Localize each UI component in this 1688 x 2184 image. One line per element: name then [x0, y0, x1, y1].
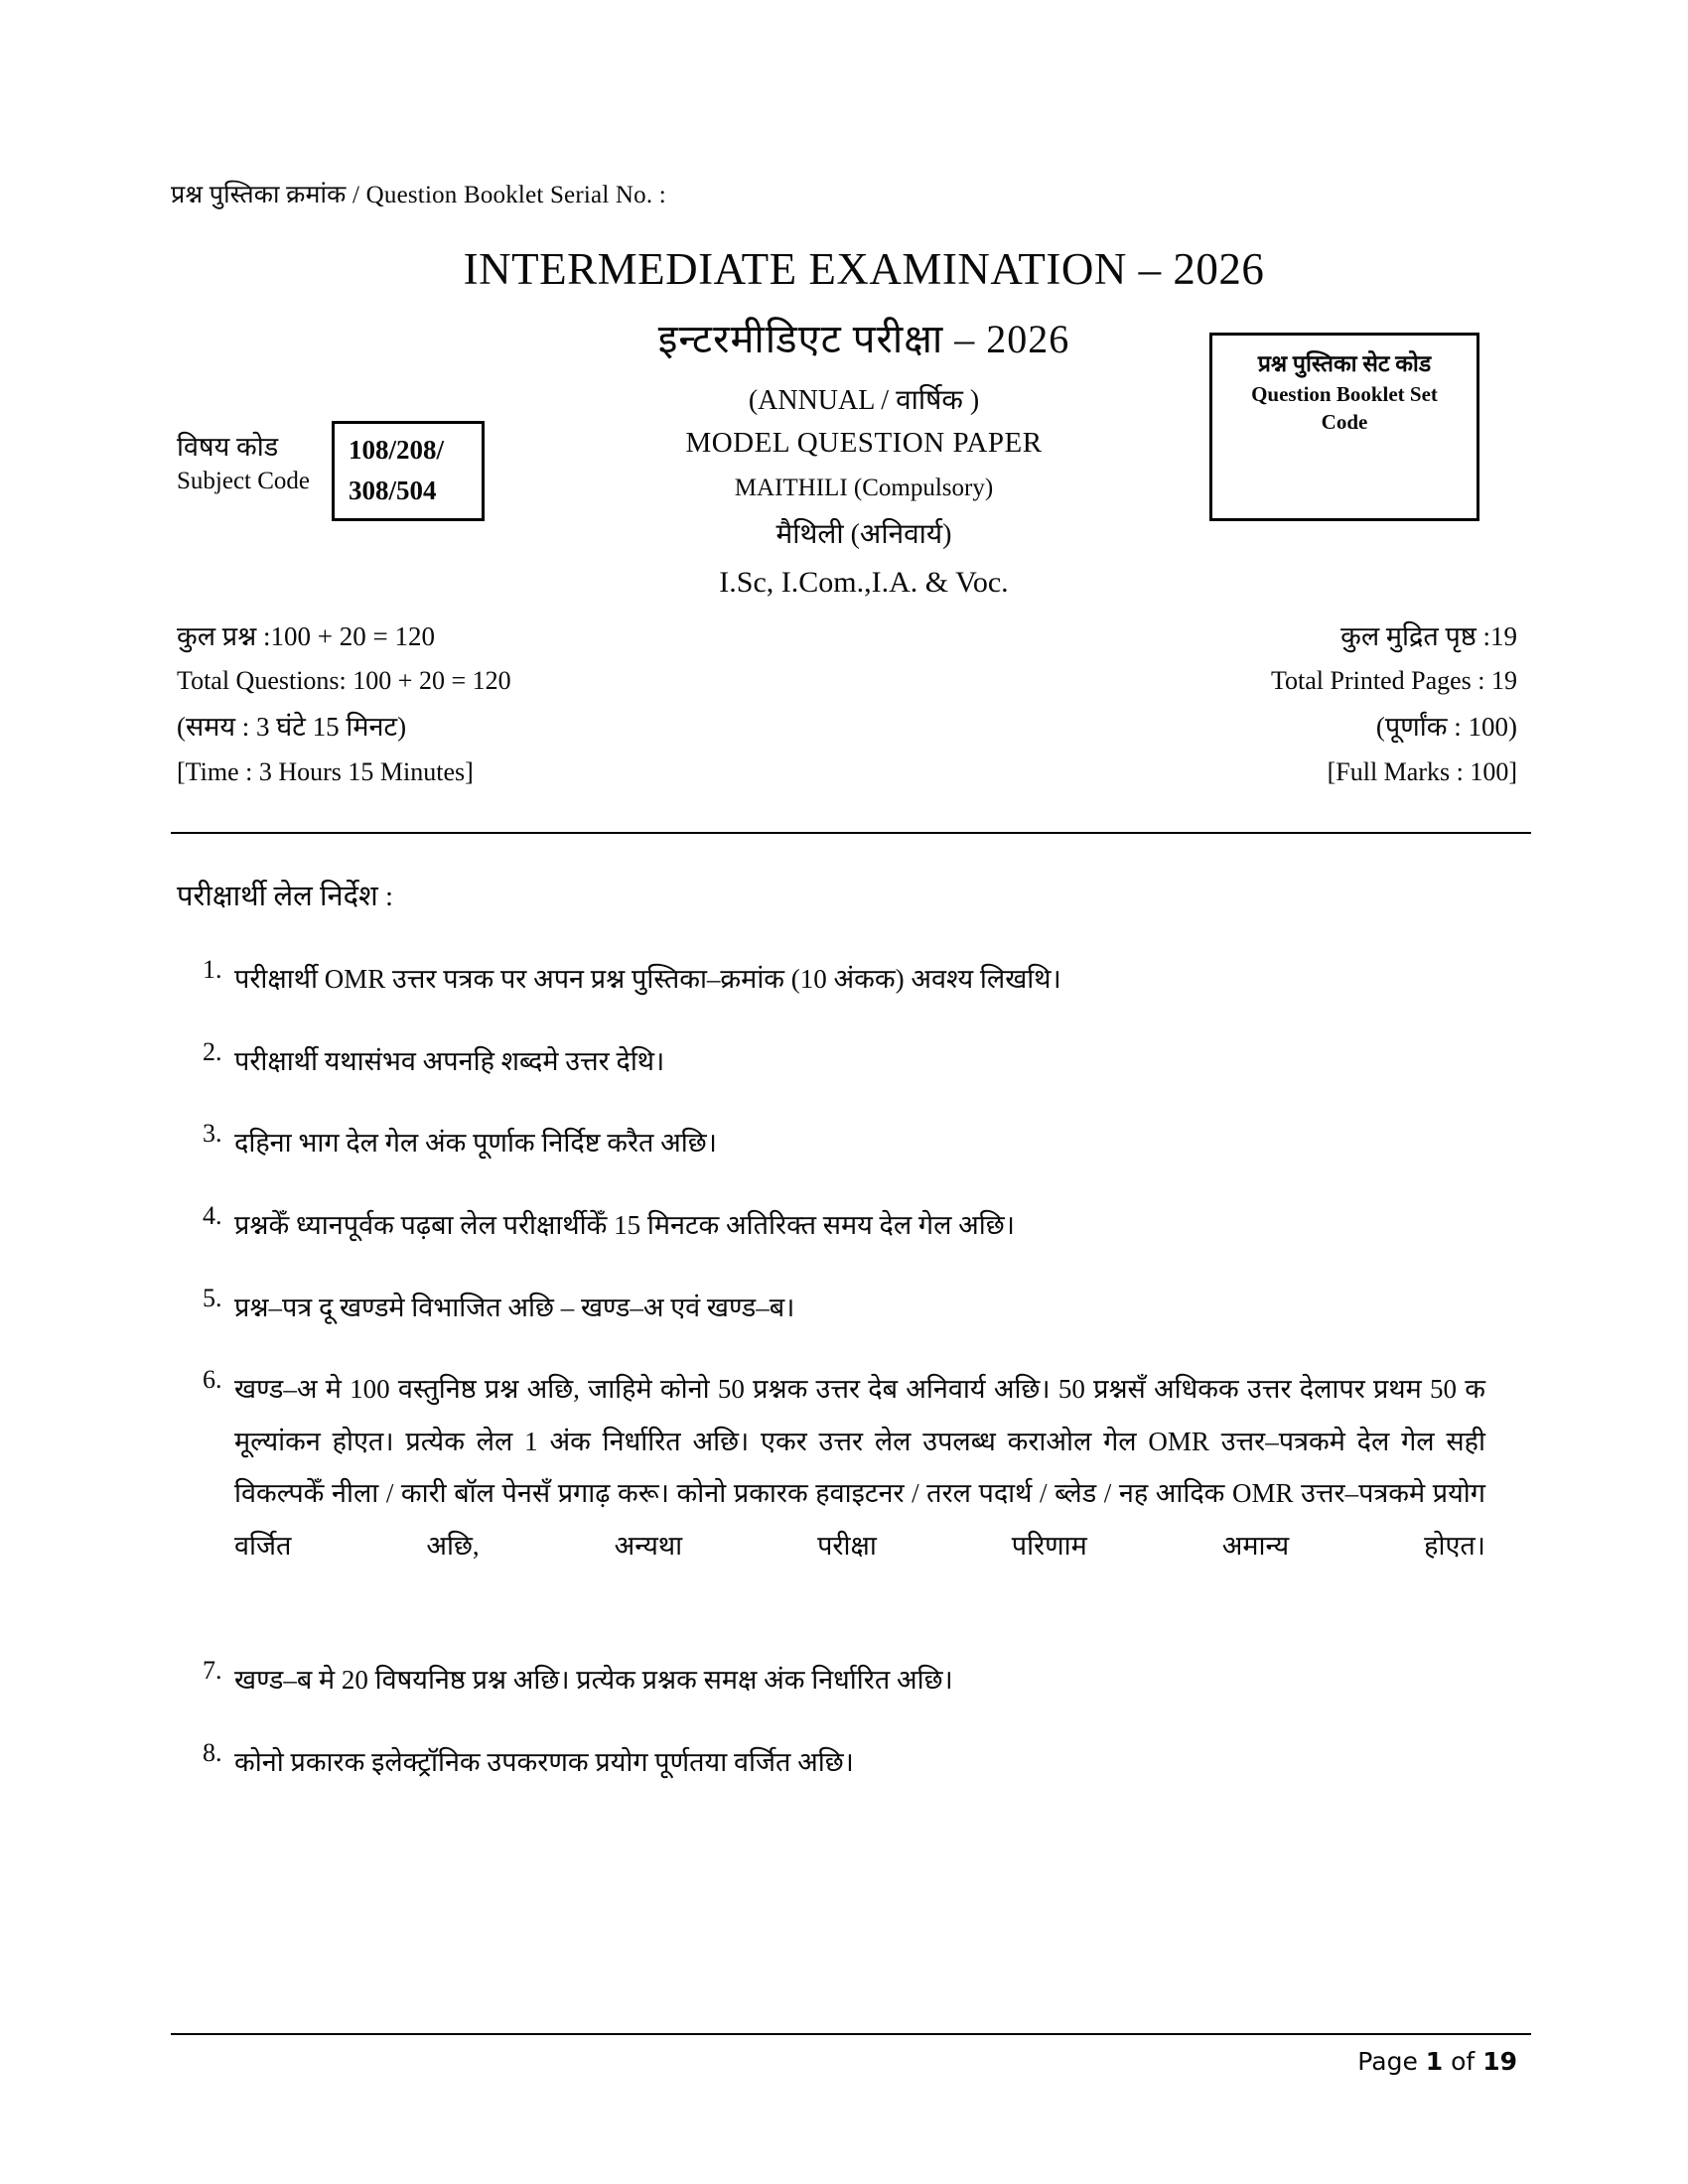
instruction-text: दहिना भाग देल गेल अंक पूर्णाक निर्दिष्ट करैत अछि। — [234, 1128, 717, 1159]
subject-name-devanagari: मैथिली (अनिवार्य) — [775, 519, 952, 550]
subject-name-english: MAITHILI (Compulsory) — [734, 475, 994, 501]
set-code-label-english-line-2: Code — [1321, 410, 1368, 435]
instruction-number: 1. — [203, 955, 222, 984]
booklet-serial-separator: / — [352, 182, 360, 208]
exam-time-english: [Time : 3 Hours 15 Minutes] — [177, 756, 474, 786]
total-questions-english: Total Questions: 100 + 20 = 120 — [177, 666, 511, 696]
full-marks-english: [Full Marks : 100] — [1327, 756, 1517, 786]
instruction-number: 3. — [203, 1119, 222, 1149]
booklet-serial-line — [171, 177, 666, 210]
footer-page-number: 1 — [1425, 2047, 1444, 2076]
subject-code-line-1: 108/208/ — [349, 435, 445, 465]
subject-code-box — [332, 421, 485, 521]
question-booklet-set-code-box — [1209, 333, 1479, 521]
instruction-text: प्रश्न–पत्र दू खण्डमे विभाजित अछि – खण्ड–अ एवं खण्ड–ब। — [234, 1292, 795, 1322]
exam-title-devanagari: इन्टरमीडिएट परीक्षा – 2026 — [657, 317, 1070, 361]
instruction-text: कोनो प्रकारक इलेक्ट्रॉनिक उपकरणक प्रयोग पूर्णतया वर्जित अछि। — [234, 1747, 854, 1778]
instruction-item — [177, 1282, 1497, 1334]
subject-code-label-english: Subject Code — [177, 468, 311, 495]
instruction-item — [177, 1035, 1497, 1088]
model-question-paper-label: MODEL QUESTION PAPER — [685, 427, 1043, 459]
exam-meta-right — [1271, 614, 1517, 794]
instruction-text: खण्ड–ब मे 20 विषयनिष्ठ प्रश्न अछि। प्रत्येक प्रश्नक समक्ष अंक निर्धारित अछि। — [234, 1665, 953, 1696]
instructions-heading: परीक्षार्थी लेल निर्देश : — [177, 881, 394, 912]
instruction-number: 7. — [203, 1656, 222, 1686]
stream-list: I.Sc, I.Com.,I.A. & Voc. — [719, 566, 1009, 599]
booklet-serial-label-devanagari: प्रश्न पुस्तिका क्रमांक — [171, 182, 347, 208]
instruction-item — [177, 1199, 1497, 1252]
subject-code-group — [177, 421, 485, 521]
subject-code-labels — [177, 421, 310, 498]
total-questions-devanagari: कुल प्रश्न :100 + 20 = 120 — [177, 621, 435, 651]
set-code-label-english-line-1: Question Booklet Set — [1251, 381, 1438, 406]
instructions-list — [177, 953, 1497, 1819]
instruction-number: 6. — [203, 1365, 222, 1395]
instruction-text: परीक्षार्थी यथासंभव अपनहि शब्दमे उत्तर देथि। — [234, 1045, 665, 1076]
instruction-item — [177, 953, 1497, 1006]
set-code-label-devanagari: प्रश्न पुस्तिका सेट कोड — [1257, 351, 1432, 376]
footer-page-middle: of — [1451, 2047, 1476, 2076]
exam-time-devanagari: (समय : 3 घंटे 15 मिनट) — [177, 712, 407, 743]
full-marks-devanagari: (पूर्णांक : 100) — [1375, 712, 1517, 743]
exam-title-english: INTERMEDIATE EXAMINATION – 2026 — [463, 244, 1265, 294]
instruction-item — [177, 1654, 1497, 1706]
instruction-number: 8. — [203, 1738, 222, 1768]
exam-session-label: (ANNUAL / वार्षिक ) — [748, 385, 980, 416]
instruction-text: खण्ड–अ मे 100 वस्तुनिष्ठ प्रश्न अछि, जाहिमे कोनो 50 प्रश्नक उत्तर देब अनिवार्य अछि। 50 प्रश्नसँ अधिकक उत्तर देलापर प्रथम 50 क मूल्यांकन होएत। प्रत्येक लेल 1 अंक निर्धारित अछि। एकर उत्तर लेल उपलब्ध कराओल गेल OMR उत्तर–पत्रकमे देल गेल सही विकल्पकेँ नीला / कारी बॉल पेनसँ प्रगाढ़ करू। कोनो प्रकारक हवाइटनर / तरल पदार्थ / ब्लेड / नह आदिक OMR उत्तर–पत्रकमे प्रयोग वर्जित अछि, अन्यथा परीक्षा परिणाम अमान्य होएत। — [234, 1374, 1485, 1562]
instruction-item — [177, 1363, 1497, 1624]
subject-code-line-2: 308/504 — [349, 475, 437, 505]
total-printed-pages-devanagari: कुल मुद्रित पृष्ठ :19 — [1340, 621, 1517, 651]
booklet-serial-label-english: Question Booklet Serial No. : — [365, 182, 666, 208]
instruction-text: प्रश्नकेँ ध्यानपूर्वक पढ़बा लेल परीक्षार्थीकेँ 15 मिनटक अतिरिक्त समय देल गेल अछि। — [234, 1209, 1015, 1240]
header-divider — [171, 832, 1531, 834]
instruction-number: 4. — [203, 1200, 222, 1230]
footer-page-prefix: Page — [1357, 2047, 1418, 2076]
subject-code-label-devanagari: विषय कोड — [177, 432, 279, 462]
instruction-item — [177, 1736, 1497, 1789]
footer-page-total: 19 — [1482, 2047, 1517, 2076]
page-footer — [1357, 2047, 1517, 2076]
instruction-text: परीक्षार्थी OMR उत्तर पत्रक पर अपन प्रश्न पुस्तिका–क्रमांक (10 अंकक) अवश्य लिखथि। — [234, 964, 1061, 994]
footer-divider — [171, 2033, 1531, 2035]
exam-meta-left — [177, 614, 511, 794]
instruction-number: 5. — [203, 1283, 222, 1312]
instruction-item — [177, 1117, 1497, 1169]
instruction-number: 2. — [203, 1036, 222, 1066]
total-printed-pages-english: Total Printed Pages : 19 — [1270, 666, 1517, 696]
